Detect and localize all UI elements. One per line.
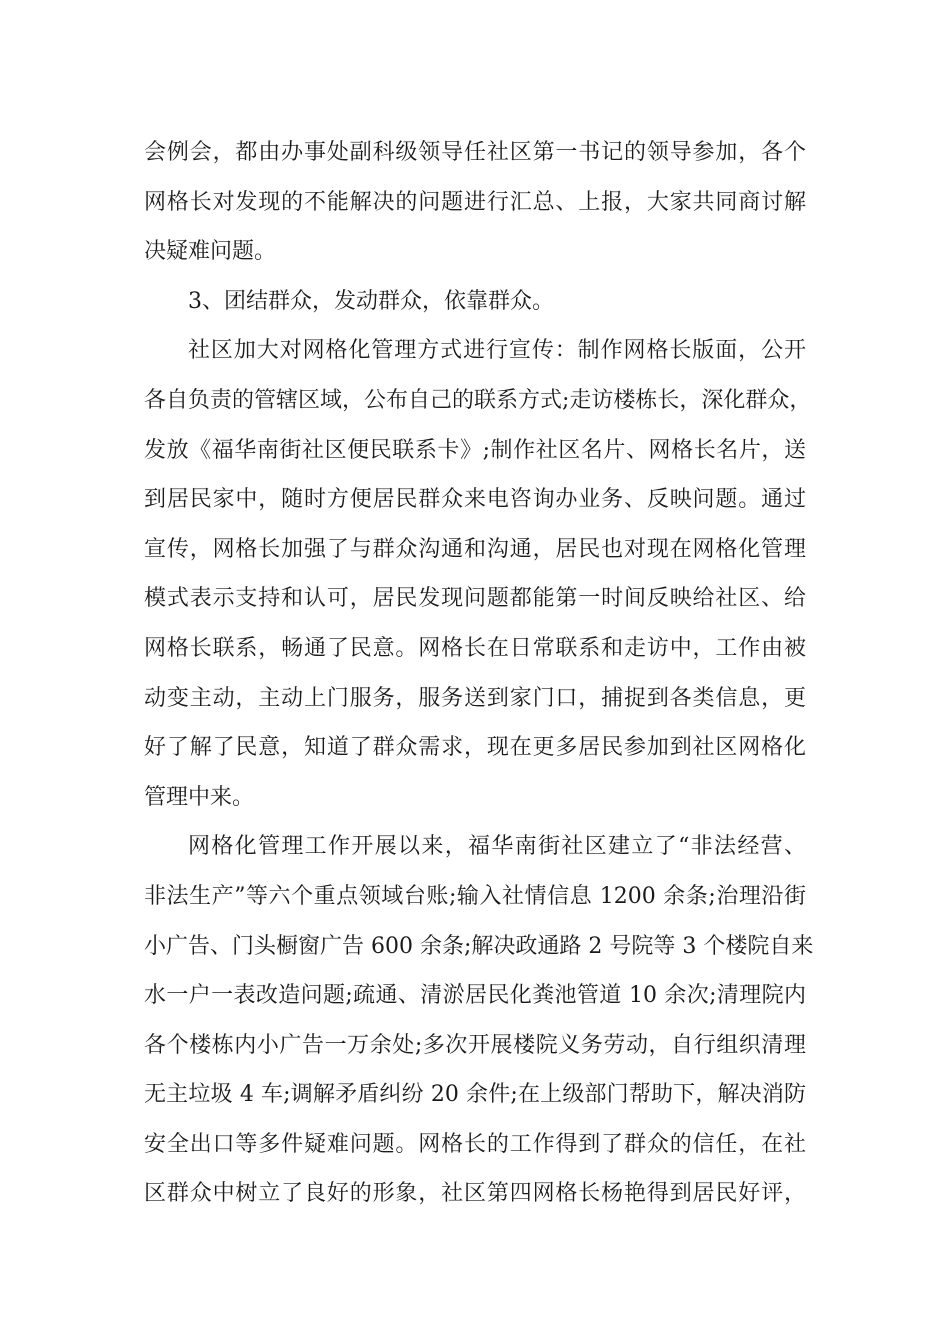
text-line: 社区加大对网格化管理方式进行宣传：制作网格长版面，公开	[188, 338, 806, 364]
text-line: 网格长对发现的不能解决的问题进行汇总、上报，大家共同商讨解	[144, 189, 806, 215]
text-line: 网格长联系，畅通了民意。网格长在日常联系和走访中，工作由被	[144, 635, 806, 661]
text-line: 非法生产”等六个重点领域台账;输入社情信息 1200 余条;治理沿街	[144, 883, 806, 909]
text-line: 发放《福华南街社区便民联系卡》;制作社区名片、网格长名片，送	[144, 437, 806, 463]
text-line: 决疑难问题。	[144, 239, 277, 265]
text-line: 管理中来。	[144, 784, 255, 810]
text-line: 到居民家中，随时方便居民群众来电咨询办业务、反映问题。通过	[144, 487, 806, 513]
text-line: 3、团结群众，发动群众，依靠群众。	[188, 288, 554, 314]
text-line: 无主垃圾 4 车;调解矛盾纠纷 20 余件;在上级部门帮助下，解决消防	[144, 1082, 806, 1108]
text-line: 区群众中树立了良好的形象，社区第四网格长杨艳得到居民好评，	[144, 1181, 806, 1207]
text-line: 各个楼栋内小广告一万余处;多次开展楼院义务劳动，自行组织清理	[144, 1032, 806, 1058]
text-line: 水一户一表改造问题;疏通、清淤居民化粪池管道 10 余次;清理院内	[144, 983, 806, 1009]
text-line: 小广告、门头橱窗广告 600 余条;解决政通路 2 号院等 3 个楼院自来	[144, 933, 814, 959]
text-line: 会例会，都由办事处副科级领导任社区第一书记的领导参加，各个	[144, 140, 806, 165]
text-line: 模式表示支持和认可，居民发现问题都能第一时间反映给社区、给	[144, 586, 806, 612]
document-body	[144, 128, 814, 1219]
text-line: 动变主动，主动上门服务，服务送到家门口，捕捉到各类信息，更	[144, 685, 806, 711]
text-line: 好了解了民意，知道了群众需求，现在更多居民参加到社区网格化	[144, 735, 806, 761]
text-line: 各自负责的管辖区域，公布自己的联系方式;走访楼栋长，深化群众，	[144, 387, 812, 413]
text-line: 安全出口等多件疑难问题。网格长的工作得到了群众的信任，在社	[144, 1131, 806, 1157]
text-line: 网格化管理工作开展以来，福华南街社区建立了“非法经营、	[188, 834, 806, 860]
text-line: 宣传，网格长加强了与群众沟通和沟通，居民也对现在网格化管理	[144, 536, 806, 562]
